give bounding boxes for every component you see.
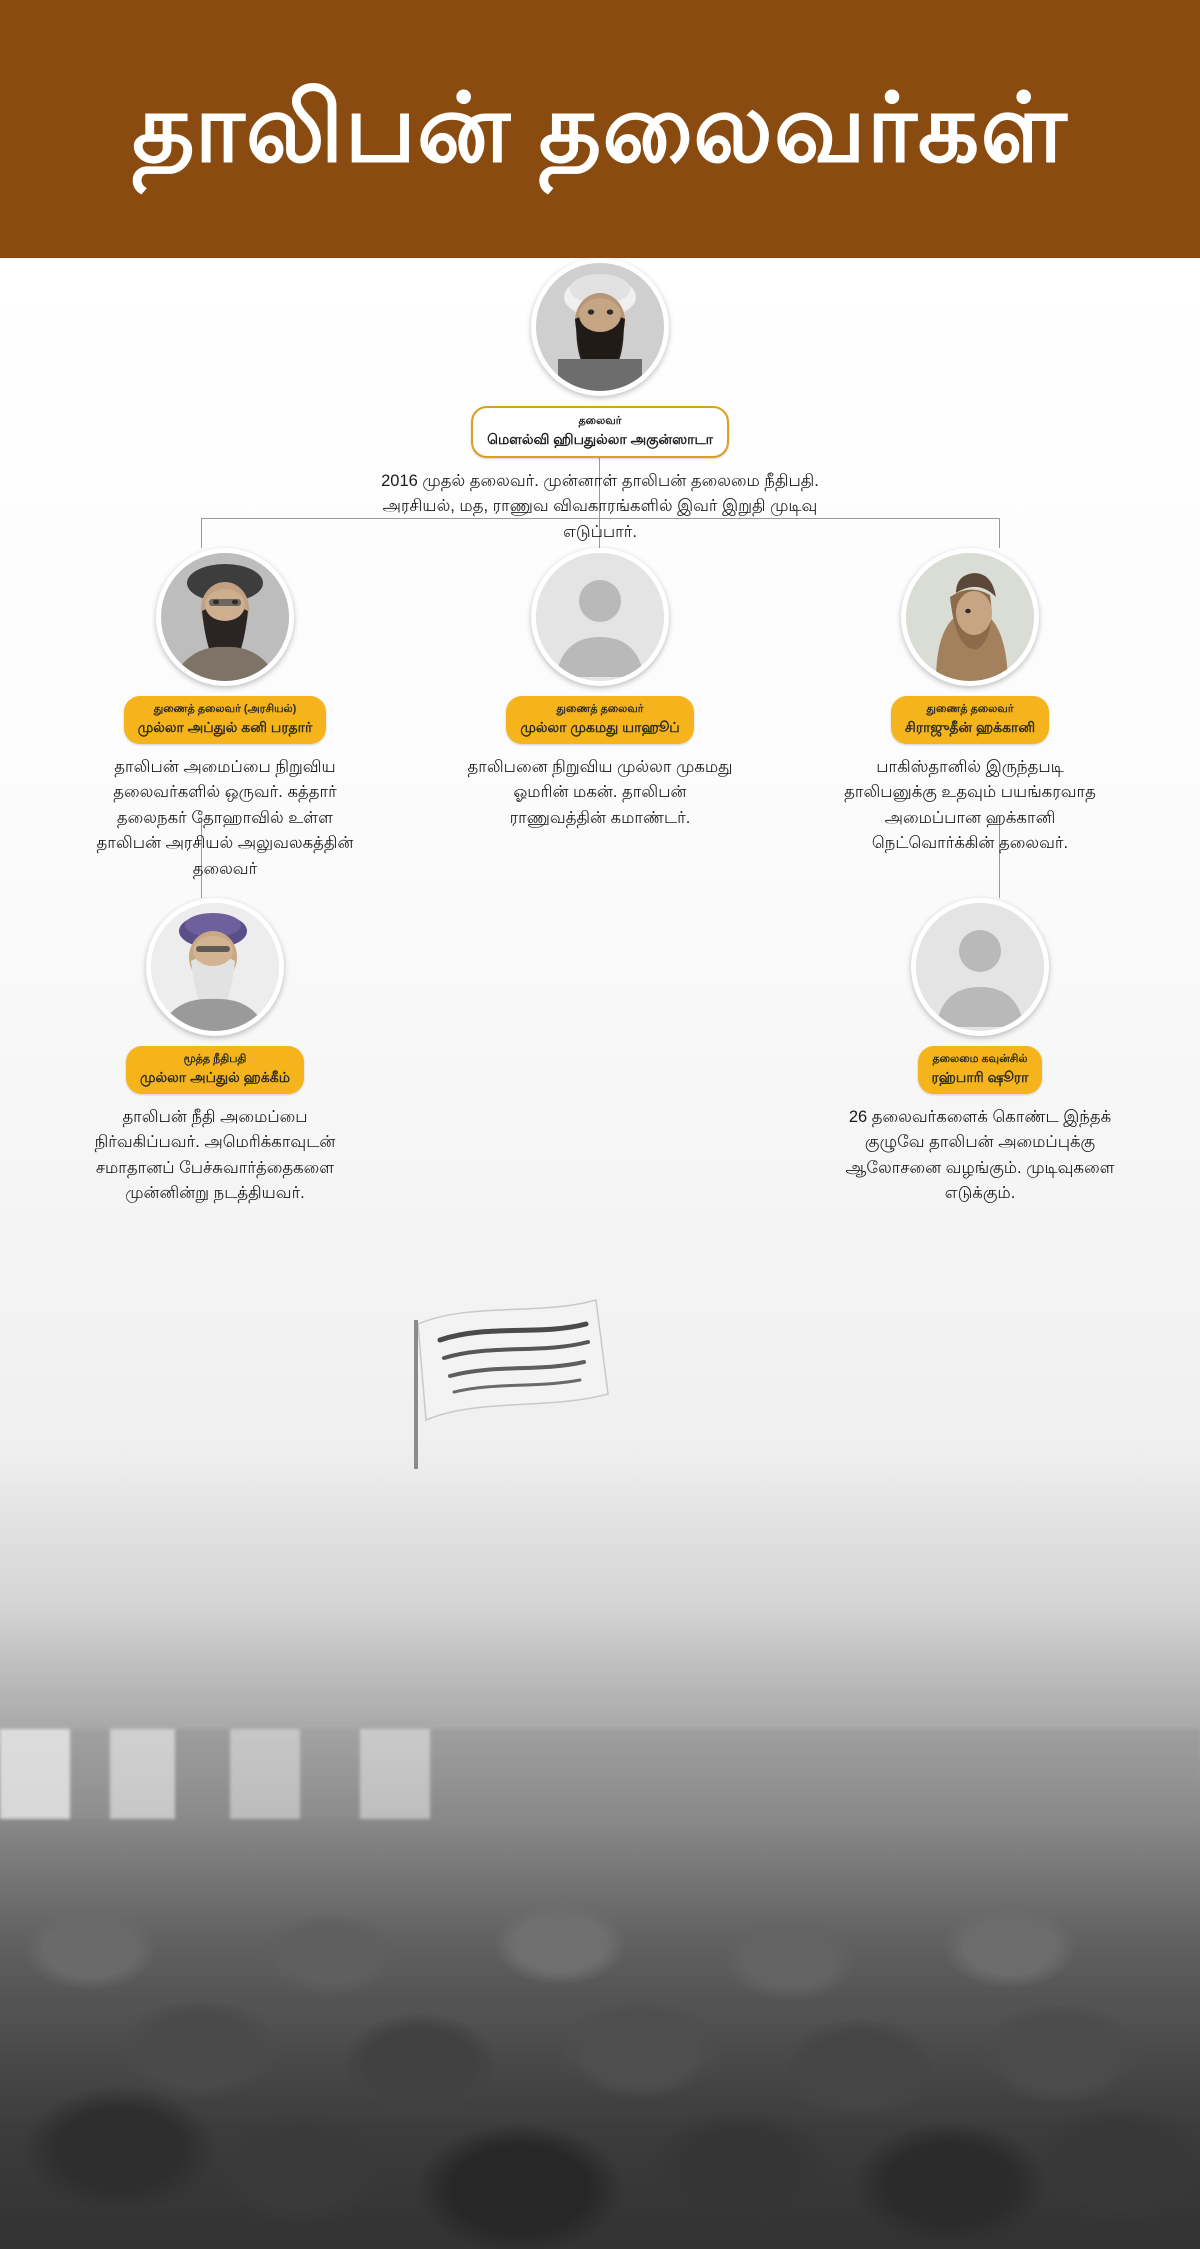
description-yaqoob: தாலிபனை நிறுவிய முல்லா முகமது ஓமரின் மகன். தாலிபன் ராணுவத்தின் கமாண்டர்.: [467, 757, 733, 827]
role-label-haqqani: துணைத் தலைவர்: [926, 703, 1014, 715]
badge-hakim: [126, 1046, 304, 1094]
portrait-photo-icon: [906, 553, 1034, 681]
avatar-haqqani: [901, 548, 1039, 686]
role-label-yaqoob: துணைத் தலைவர்: [556, 703, 644, 715]
badge-baradar: [124, 696, 327, 744]
person-name-shura: ரஹ்பாரி ஷூரா: [931, 1068, 1029, 1085]
description-baradar: தாலிபன் அமைப்பை நிறுவிய தலைவர்களில் ஒருவர். கத்தார் தலைநகர் தோஹாவில் உள்ள தாலிபன் அரசியல் அலுவலகத்தின் தலைவர்: [96, 757, 354, 878]
description-haqqani: பாகிஸ்தானில் இருந்தபடி தாலிபனுக்கு உதவும் பயங்கரவாத அமைப்பான ஹக்கானி நெட்வொர்க்கின் தலைவர்.: [844, 757, 1096, 853]
connector-to-baradar: [201, 518, 202, 548]
node-yaqoob[interactable]: [455, 548, 745, 831]
avatar-leader: [531, 258, 669, 396]
description-leader: 2016 முதல் தலைவர். முன்னாள் தாலிபன் தலைமை நீதிபதி. அரசியல், மத, ராணுவ விவகாரங்களில் இவர் இறுதி முடிவு எடுப்பார்.: [381, 471, 819, 541]
connector-to-haqqani: [999, 518, 1000, 548]
crowd-photo: [0, 1449, 1200, 2249]
node-leader[interactable]: [350, 258, 850, 545]
portrait-photo-icon: [161, 553, 289, 681]
badge-leader: [471, 406, 729, 458]
role-label-leader: தலைவர்: [578, 415, 622, 427]
placeholder-person-icon: [916, 903, 1044, 1031]
portrait-photo-icon: [151, 903, 279, 1031]
portrait-photo-icon: [536, 263, 664, 391]
badge-shura: [918, 1046, 1043, 1094]
page-title: தாலிபன் தலைவர்கள்: [132, 75, 1068, 182]
role-label-baradar: துணைத் தலைவர் (அரசியல்): [153, 703, 297, 715]
badge-haqqani: [891, 696, 1049, 744]
avatar-baradar: [156, 548, 294, 686]
avatar-shura: [911, 898, 1049, 1036]
person-name-leader: மௌல்வி ஹிபதுல்லா அகுன்ஸாடா: [487, 430, 713, 447]
node-hakim[interactable]: [65, 898, 365, 1207]
badge-yaqoob: [506, 696, 693, 744]
role-label-hakim: மூத்த நீதிபதி: [183, 1053, 247, 1065]
placeholder-person-icon: [536, 553, 664, 681]
person-name-hakim: முல்லா அப்துல் ஹக்கீம்: [140, 1068, 290, 1085]
node-baradar[interactable]: [80, 548, 370, 883]
description-shura: 26 தலைவர்களைக் கொண்ட இந்தக் குழுவே தாலிபன் அமைப்புக்கு ஆலோசனை வழங்கும். முடிவுகளை எடுக்கும்.: [845, 1107, 1115, 1203]
taliban-flag: [400, 1294, 680, 1469]
person-name-haqqani: சிராஜுதீன் ஹக்கானி: [904, 718, 1036, 735]
node-haqqani[interactable]: [825, 548, 1115, 857]
description-hakim: தாலிபன் நீதி அமைப்பை நிர்வகிப்பவர். அமெரிக்காவுடன் சமாதானப் பேச்சுவார்த்தைகளை முன்னின்று நடத்தியவர்.: [94, 1107, 336, 1203]
person-name-baradar: முல்லா அப்துல் கனி பரதார்: [137, 718, 313, 735]
person-name-yaqoob: முல்லா முகமது யாஹூப்: [520, 718, 680, 735]
crowd-vehicles: [0, 1729, 1200, 1819]
header-banner: [0, 0, 1200, 258]
avatar-hakim: [146, 898, 284, 1036]
avatar-yaqoob: [531, 548, 669, 686]
infographic-canvas: [0, 258, 1200, 2249]
role-label-shura: தலைமை கவுன்சில்: [932, 1053, 1028, 1065]
node-shura[interactable]: [830, 898, 1130, 1207]
